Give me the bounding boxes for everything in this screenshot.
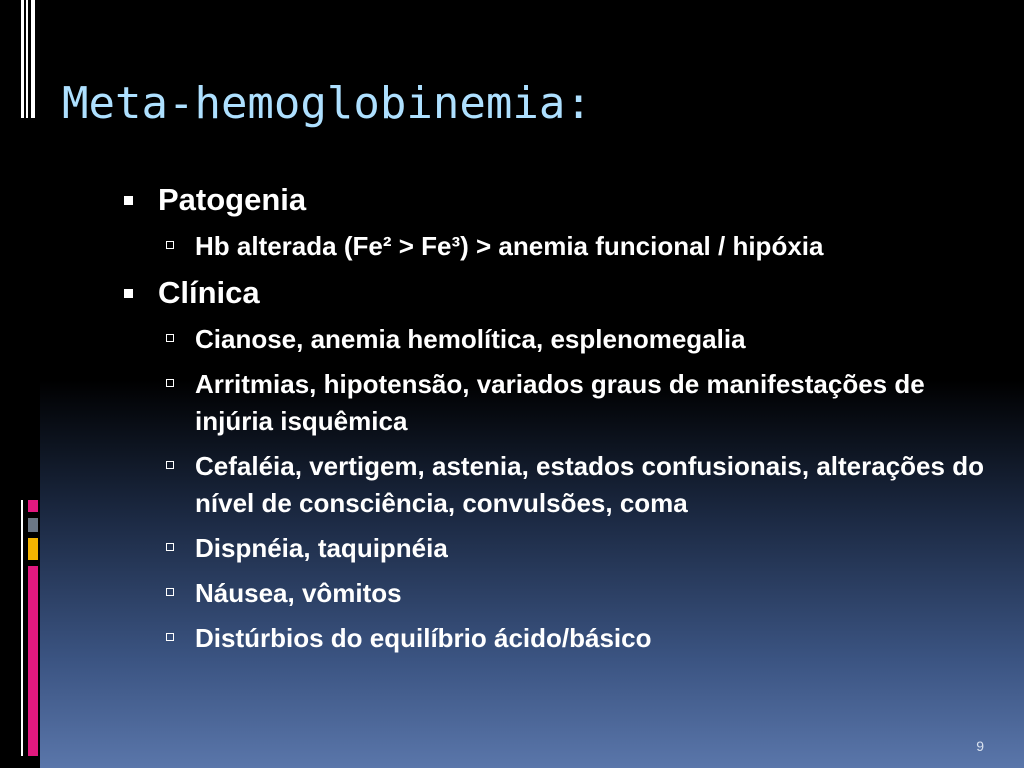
section-heading-label: Clínica bbox=[158, 275, 260, 310]
hollow-square-bullet-icon bbox=[166, 379, 174, 387]
hollow-square-bullet-icon bbox=[166, 588, 174, 596]
list-item bbox=[120, 575, 1000, 612]
list-item-text: Hb alterada (Fe² > Fe³) > anemia funcional / hipóxia bbox=[195, 231, 824, 261]
decor-pink-top bbox=[28, 500, 38, 512]
slide-content bbox=[120, 180, 1000, 665]
hollow-square-bullet-icon bbox=[166, 633, 174, 641]
hollow-square-bullet-icon bbox=[166, 241, 174, 249]
decor-pink-bar bbox=[28, 566, 38, 756]
list-item-text: Dispnéia, taquipnéia bbox=[195, 533, 448, 563]
square-bullet-icon bbox=[124, 196, 133, 205]
list-item bbox=[120, 366, 1000, 440]
list-item-text: Cefaléia, vertigem, astenia, estados confusionais, alterações do nível de consciência, convulsões, coma bbox=[195, 451, 984, 518]
decor-stripe bbox=[26, 0, 28, 118]
square-bullet-icon bbox=[124, 289, 133, 298]
list-item bbox=[120, 448, 1000, 522]
list-item-text: Arritmias, hipotensão, variados graus de manifestações de injúria isquêmica bbox=[195, 369, 925, 436]
page-number: 9 bbox=[976, 738, 984, 754]
decor-yellow-block bbox=[28, 538, 38, 560]
decor-gray-block bbox=[28, 518, 38, 532]
left-decorative-band bbox=[0, 0, 40, 768]
hollow-square-bullet-icon bbox=[166, 461, 174, 469]
list-item-text: Distúrbios do equilíbrio ácido/básico bbox=[195, 623, 652, 653]
hollow-square-bullet-icon bbox=[166, 334, 174, 342]
list-item-text: Cianose, anemia hemolítica, esplenomegalia bbox=[195, 324, 746, 354]
list-item bbox=[120, 620, 1000, 657]
list-item bbox=[120, 321, 1000, 358]
section-heading-label: Patogenia bbox=[158, 182, 307, 217]
decor-white-line bbox=[21, 500, 23, 756]
list-item bbox=[120, 228, 1000, 265]
slide-title: Meta-hemoglobinemia: bbox=[62, 78, 592, 129]
section-heading-clinica bbox=[120, 273, 1000, 313]
hollow-square-bullet-icon bbox=[166, 543, 174, 551]
list-item bbox=[120, 530, 1000, 567]
decor-stripe bbox=[31, 0, 35, 118]
list-item-text: Náusea, vômitos bbox=[195, 578, 402, 608]
section-heading-patogenia bbox=[120, 180, 1000, 220]
decor-stripe bbox=[21, 0, 24, 118]
